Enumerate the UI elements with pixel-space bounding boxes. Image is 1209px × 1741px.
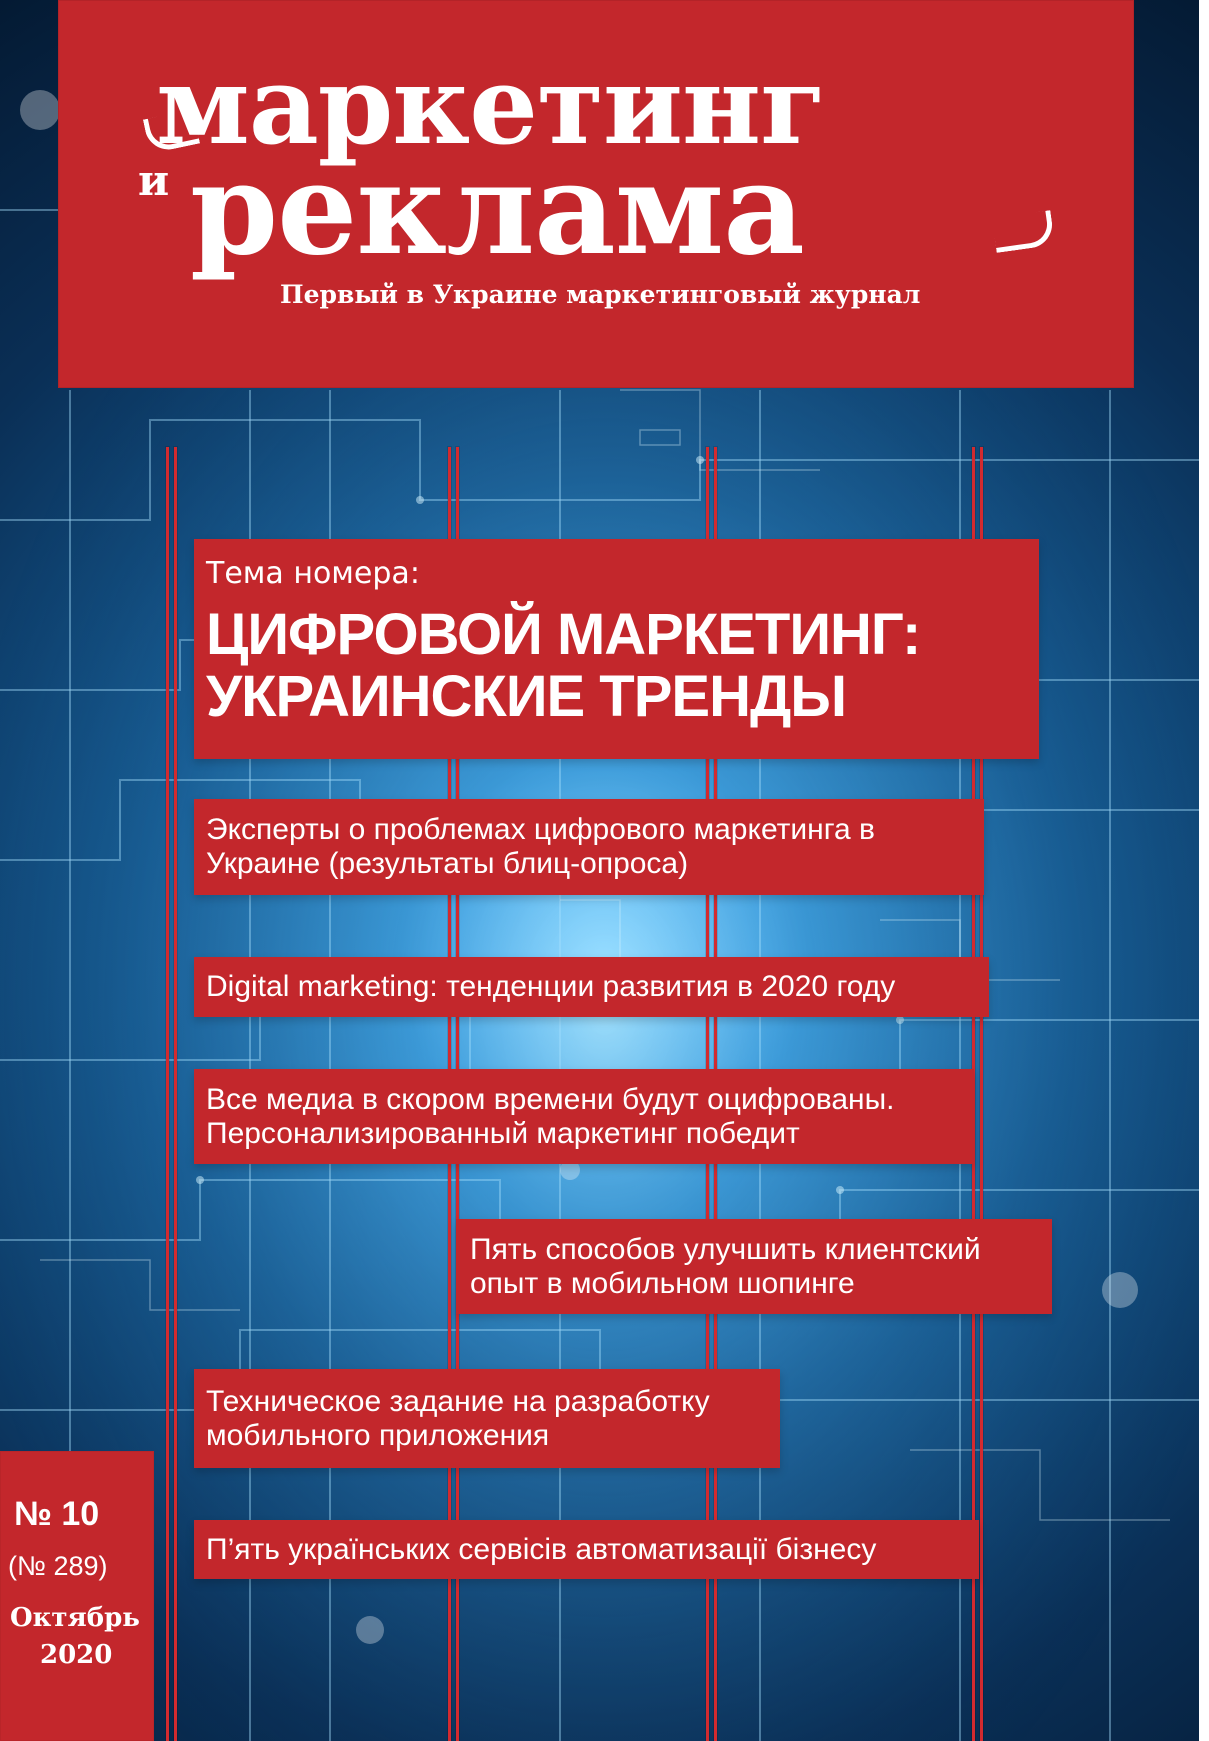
masthead-conjunction: и (138, 156, 170, 205)
masthead-tagline: Первый в Украине маркетинговый журнал (280, 280, 921, 309)
issue-total-number: (№ 289) (8, 1551, 108, 1581)
article-text-1: Эксперты о проблемах цифрового маркетинга в Украине (результаты блиц-опроса) (206, 813, 875, 880)
article-text-3: Все медиа в скором времени будут оцифрованы. Персонализированный маркетинг победит (206, 1083, 895, 1150)
issue-year: 2020 (40, 1640, 113, 1670)
vertical-accent-line (166, 447, 169, 1741)
article-text-5: Техническое задание на разработку мобильного приложения (206, 1385, 710, 1452)
cover-story-title: ЦИФРОВОЙ МАРКЕТИНГ: УКРАИНСКИЕ ТРЕНДЫ (206, 602, 921, 730)
vertical-accent-line (174, 447, 177, 1741)
article-text-2: Digital marketing: тенденции развития в 2020 году (206, 970, 896, 1003)
issue-number: № 10 (14, 1495, 100, 1533)
masthead-title-line-1: маркетинг (156, 43, 826, 169)
masthead-title-line-2: реклама (190, 135, 804, 283)
scan-edge (1199, 0, 1209, 1741)
article-text-6: П’ять українських сервісів автоматизації бізнесу (206, 1533, 877, 1566)
cover-story-label: Тема номера: (206, 556, 420, 591)
article-text-4: Пять способов улучшить клиентский опыт в мобильном шопинге (470, 1233, 981, 1300)
issue-month: Октябрь (10, 1603, 140, 1633)
